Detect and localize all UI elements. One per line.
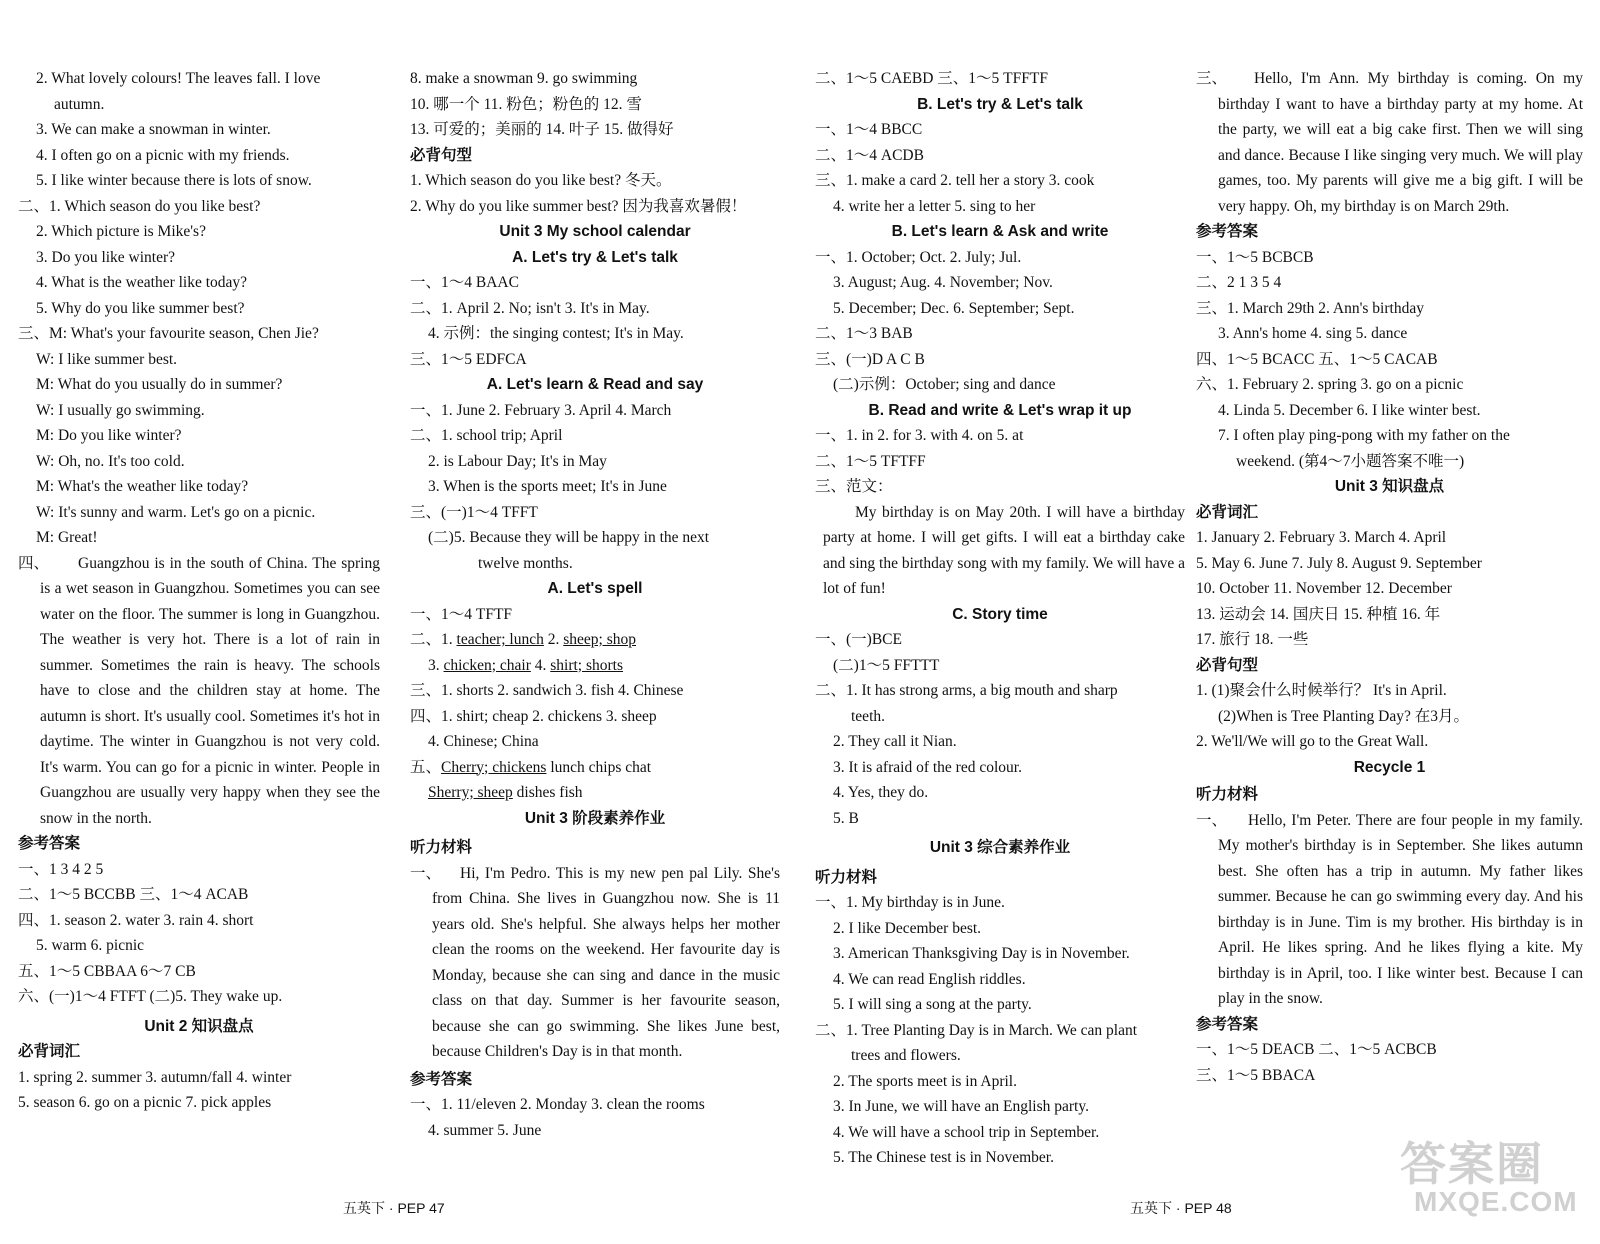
column-2 <box>410 66 780 1143</box>
section-heading: 听力材料 <box>815 868 878 886</box>
answer-line: 四、1. season 2. water 3. rain 4. short <box>18 911 254 929</box>
answer-line: 一、1～4 BBCC <box>815 121 923 138</box>
answer-line: 一、1～4 TFTF <box>410 605 513 623</box>
text-segment: 3. <box>428 656 444 674</box>
answer-line: 二、1～5 BCCBB 三、1～4 ACAB <box>18 886 249 903</box>
text-segment: 2. <box>543 631 564 648</box>
answer-line <box>410 653 780 679</box>
page-number-right: 五英下 · PEP 48 <box>1130 1200 1232 1216</box>
section-heading: 参考答案 <box>18 835 81 852</box>
page-number-left: 五英下 · PEP 47 <box>343 1200 445 1216</box>
answer-line: 5. B <box>833 809 859 827</box>
underlined-text: shirt; shorts <box>550 656 624 674</box>
text-line: 2. What lovely colours! The leaves fall. I love <box>36 70 321 87</box>
text-line: 二、1. Which season do you like best? <box>18 197 261 215</box>
answer-line: 三、1～5 BBACA <box>1196 1066 1316 1084</box>
answer-line: 一、(一)BCE <box>815 631 902 648</box>
underlined-text: sheep; shop <box>563 631 637 648</box>
answer-line: 二、1～5 TFTFF <box>815 452 926 470</box>
section-heading: B. Read and write & Let's wrap it up <box>868 401 1132 419</box>
answer-line: 五、1～5 CBBAA 6～7 CB <box>18 962 196 980</box>
answer-line: 4. Yes, they do. <box>833 784 929 801</box>
answer-line: 4. 示例：the singing contest; It's in May. <box>428 325 684 342</box>
text-line: 4. I often go on a picnic with my friends. <box>36 146 290 164</box>
answer-line: 二、2 1 3 5 4 <box>1196 274 1282 291</box>
answer-line: twelve months. <box>478 554 573 572</box>
answer-line: 4. Linda 5. December 6. I like winter best. <box>1218 401 1481 419</box>
passage-text: Hello, I'm Ann. My birthday is coming. On my birthday I want to have a birthday party at my home. At the party, we will eat a big cake first. Then we will sing and dance. Because I like singing very much. We will play games, too. My parents will give me a big gift. I will be very happy. Oh, my birthday is on March 29th. <box>1218 70 1583 215</box>
answer-line: 二、1. It has strong arms, a big mouth and sharp <box>815 682 1118 699</box>
underlined-text: Cherry; chickens <box>441 758 547 776</box>
text-segment: 二、1. <box>410 631 457 648</box>
answer-line: 一、1. 11/eleven 2. Monday 3. clean the rooms <box>410 1096 705 1113</box>
text-line: W: I like summer best. <box>36 350 178 368</box>
vocab-line: 5. May 6. June 7. July 8. August 9. September <box>1196 554 1482 572</box>
answer-line: 四、1. shirt; cheap 2. chickens 3. sheep <box>410 707 657 725</box>
answer-line: 三、(一)1～4 TFFT <box>410 503 538 521</box>
text-line: 2. The sports meet is in April. <box>833 1072 1017 1090</box>
answer-line: 四、1～5 BCACC 五、1～5 CACAB <box>1196 350 1438 368</box>
sentence-line: 2. Why do you like summer best? 因为我喜欢暑假！ <box>410 197 747 215</box>
watermark-logo <box>1400 1128 1590 1228</box>
answer-line: 4. Chinese; China <box>428 733 539 750</box>
section-label: 三、 <box>1196 70 1228 87</box>
underlined-text: chicken; chair <box>443 656 531 674</box>
section-heading: A. Let's learn & Read and say <box>486 376 704 393</box>
section-heading: 参考答案 <box>1196 223 1259 240</box>
answer-line: 3. August; Aug. 4. November; Nov. <box>833 274 1053 291</box>
text-line: 5. Why do you like summer best? <box>36 299 245 317</box>
answer-line: (二)示例：October; sing and dance <box>833 376 1056 393</box>
answer-line: 一、1～5 BCBCB <box>1196 248 1314 266</box>
section-heading: 必背词汇 <box>1196 503 1259 521</box>
text-line: 3. We can make a snowman in winter. <box>36 121 271 138</box>
answer-line: 一、1 3 4 2 5 <box>18 860 104 878</box>
text-segment: dishes fish <box>512 784 583 801</box>
column-3 <box>815 66 1185 1171</box>
vocab-line: 10. October 11. November 12. December <box>1196 580 1452 597</box>
answer-line: 二、1～3 BAB <box>815 325 913 342</box>
text-line: 4. We can read English riddles. <box>833 970 1026 988</box>
sample-essay: My birthday is on May 20th. I will have a birthday party at home. I will get gifts. I will eat a birthday cake and sing the birthday song with my family. We will have a lot of fun! <box>823 503 1185 597</box>
answer-line: 2. is Labour Day; It's in May <box>428 452 607 470</box>
vocab-line: 1. January 2. February 3. March 4. April <box>1196 529 1447 546</box>
answer-line: 三、1. shorts 2. sandwich 3. fish 4. Chinese <box>410 682 684 699</box>
text-line: M: What's the weather like today? <box>36 478 249 495</box>
unit-heading: Recycle 1 <box>1353 758 1426 776</box>
unit-heading: Unit 2 知识盘点 <box>144 1017 254 1035</box>
answer-line: 三、1. make a card 2. tell her a story 3. cook <box>815 172 1095 189</box>
answer-line: 三、1～5 EDFCA <box>410 350 527 368</box>
answer-line: 2. They call it Nian. <box>833 733 957 750</box>
sentence-line: 2. We'll/We will go to the Great Wall. <box>1196 733 1429 750</box>
text-segment: 五、 <box>410 758 442 776</box>
passage-text: Hello, I'm Peter. There are four people in my family. My mother's birthday is in September. She likes autumn best. She often has a trip in autumn. My father likes summer. Because he can go swimming every day. And his birthday is in June. Tim is my brother. His birthday is in April. He likes spring. And he likes flying a kite. My birthday is in April, too. I like winter best. Because I can play in the snow. <box>1218 811 1583 1007</box>
text-line: W: I usually go swimming. <box>36 401 205 419</box>
section-heading: 听力材料 <box>410 839 473 856</box>
section-heading: A. Let's try & Let's talk <box>512 248 678 266</box>
passage-pedro <box>410 861 780 1065</box>
answer-line: (二)5. Because they will be happy in the next <box>428 529 710 546</box>
passage-peter <box>1196 808 1583 1012</box>
section-heading: C. Story time <box>952 605 1048 623</box>
text-line: 2. Which picture is Mike's? <box>36 223 206 240</box>
answer-line: (二)1～5 FFTTT <box>833 656 940 674</box>
text-line: trees and flowers. <box>851 1047 961 1064</box>
text-line: W: It's sunny and warm. Let's go on a picnic. <box>36 503 316 521</box>
text-segment: lunch chips chat <box>546 758 652 776</box>
answer-line: 二、1～4 ACDB <box>815 146 924 164</box>
section-label: 四、 <box>18 554 50 572</box>
text-line: M: Great! <box>36 529 98 546</box>
section-heading: 必背句型 <box>1196 656 1259 674</box>
vocab-line: 17. 旅行 18. 一些 <box>1196 631 1309 648</box>
answer-line: 5. warm 6. picnic <box>36 937 145 954</box>
vocab-line: 10. 哪一个 11. 粉色；粉色的 12. 雪 <box>410 95 642 113</box>
text-line: 5. The Chinese test is in November. <box>833 1149 1054 1166</box>
sentence-line: 1. (1)聚会什么时候举行？ It's in April. <box>1196 682 1447 699</box>
text-line: 4. What is the weather like today? <box>36 274 248 291</box>
section-heading: B. Let's try & Let's talk <box>917 95 1083 113</box>
answer-line: teeth. <box>851 707 885 725</box>
vocab-line: 5. season 6. go on a picnic 7. pick apples <box>18 1094 272 1111</box>
answer-line: 3. It is afraid of the red colour. <box>833 758 1022 776</box>
answer-line: 六、1. February 2. spring 3. go on a picnic <box>1196 376 1464 393</box>
text-line: W: Oh, no. It's too cold. <box>36 452 185 470</box>
text-line: 3. In June, we will have an English party. <box>833 1098 1089 1115</box>
text-line: 一、1. My birthday is in June. <box>815 894 1005 911</box>
answer-line: 六、(一)1～4 FTFT (二)5. They wake up. <box>18 988 283 1005</box>
answer-line: 二、1. school trip; April <box>410 427 563 444</box>
column-1 <box>18 66 380 1116</box>
watermark-text: 答案圈 <box>1400 1138 1544 1190</box>
answer-line <box>410 780 780 806</box>
section-heading: 必背词汇 <box>18 1043 81 1060</box>
underlined-text: Sherry; sheep <box>428 784 513 801</box>
answer-line: 4. write her a letter 5. sing to her <box>833 197 1036 215</box>
text-line: 2. I like December best. <box>833 919 982 937</box>
passage-ann <box>1196 66 1583 219</box>
text-line: 三、M: What's your favourite season, Chen Jie? <box>18 325 319 342</box>
answer-line: 三、(一)D A C B <box>815 350 925 368</box>
section-heading: 听力材料 <box>1196 786 1259 803</box>
unit-heading: Unit 3 综合素养作业 <box>929 839 1071 856</box>
unit-heading: Unit 3 知识盘点 <box>1334 478 1445 495</box>
answer-line: 一、1. October; Oct. 2. July; Jul. <box>815 248 1022 266</box>
section-heading: 参考答案 <box>410 1070 473 1088</box>
sentence-line: 1. Which season do you like best? 冬天。 <box>410 172 672 189</box>
watermark-url: MXQE.COM <box>1414 1186 1578 1217</box>
section-label: 一、 <box>410 864 442 882</box>
answer-line: 一、1～5 DEACB 二、1～5 ACBCB <box>1196 1041 1437 1058</box>
answer-line: 7. I often play ping-pong with my father on the <box>1218 427 1510 444</box>
answer-line: 4. summer 5. June <box>428 1121 542 1139</box>
answer-line: 3. When is the sports meet; It's in June <box>428 478 667 495</box>
text-line: 5. I will sing a song at the party. <box>833 996 1032 1013</box>
vocab-line: 13. 可爱的；美丽的 14. 叶子 15. 做得好 <box>410 121 674 138</box>
text-line: 二、1. Tree Planting Day is in March. We can plant <box>815 1021 1138 1039</box>
section-heading: B. Let's learn & Ask and write <box>891 223 1109 240</box>
underlined-text: teacher; lunch <box>456 631 544 648</box>
answer-line: 一、1. June 2. February 3. April 4. March <box>410 401 672 419</box>
text-line: autumn. <box>54 95 105 113</box>
answer-line: 5. December; Dec. 6. September; Sept. <box>833 299 1075 317</box>
text-line: 5. I like winter because there is lots of snow. <box>36 172 312 189</box>
column-4 <box>1196 66 1583 1088</box>
answer-line: 二、1～5 CAEBD 三、1～5 TFFTF <box>815 70 1048 87</box>
answer-line: 3. Ann's home 4. sing 5. dance <box>1218 325 1408 342</box>
answer-line <box>410 755 780 781</box>
text-line: 3. Do you like winter? <box>36 248 176 266</box>
text-line: 3. American Thanksgiving Day is in November. <box>833 945 1130 962</box>
unit-heading: Unit 3 My school calendar <box>499 223 691 240</box>
section-heading: A. Let's spell <box>547 580 643 597</box>
answer-line <box>410 627 780 653</box>
answer-line: 三、范文： <box>815 478 893 495</box>
answer-line: weekend. (第4～7小题答案不唯一) <box>1236 452 1465 470</box>
text-line: 4. We will have a school trip in September. <box>833 1123 1100 1141</box>
unit-heading: Unit 3 阶段素养作业 <box>524 809 666 827</box>
passage-text: Guangzhou is in the south of China. The spring is a wet season in Guangzhou. Sometimes you can see water on the floor. The summer is long in Guangzhou. The weather is very hot. There is a lot of rain in summer. Sometimes the rain is heavy. The schools have to close and the children stay at home. The autumn is short. It's usually cool. Sometimes it's hot in daytime. The winter in Guangzhou is not very cold. It's warm. You can go for a picnic in winter. People in Guangzhou are usually very happy when they see the snow in the north. <box>40 554 380 827</box>
vocab-line: 8. make a snowman 9. go swimming <box>410 70 638 87</box>
answer-line: 三、1. March 29th 2. Ann's birthday <box>1196 299 1424 317</box>
passage-guangzhou <box>18 551 380 832</box>
section-label: 一、 <box>1196 811 1228 829</box>
answer-line: 二、1. April 2. No; isn't 3. It's in May. <box>410 299 650 317</box>
passage-text: Hi, I'm Pedro. This is my new pen pal Lily. She's from China. She lives in Guangzhou now. She is 11 years old. She's helpful. She always helps her mother clean the rooms on the weekend. Her favourite day is Monday, because she can sing and dance in the music class on that day. Summer is her favourite season, because she can go swimming. She likes June best, because Children's Day is in that month. <box>432 864 780 1060</box>
vocab-line: 13. 运动会 14. 国庆日 15. 种植 16. 年 <box>1196 605 1441 623</box>
answer-line: 一、1. in 2. for 3. with 4. on 5. at <box>815 427 1024 444</box>
answer-line: 一、1～4 BAAC <box>410 274 519 291</box>
section-heading: 参考答案 <box>1196 1015 1259 1033</box>
section-heading: 必背句型 <box>410 146 473 164</box>
text-line: M: Do you like winter? <box>36 427 182 444</box>
sentence-line: (2)When is Tree Planting Day? 在3月。 <box>1218 707 1469 725</box>
vocab-line: 1. spring 2. summer 3. autumn/fall 4. winter <box>18 1068 292 1086</box>
text-segment: 4. <box>530 656 551 674</box>
text-line: M: What do you usually do in summer? <box>36 376 283 393</box>
